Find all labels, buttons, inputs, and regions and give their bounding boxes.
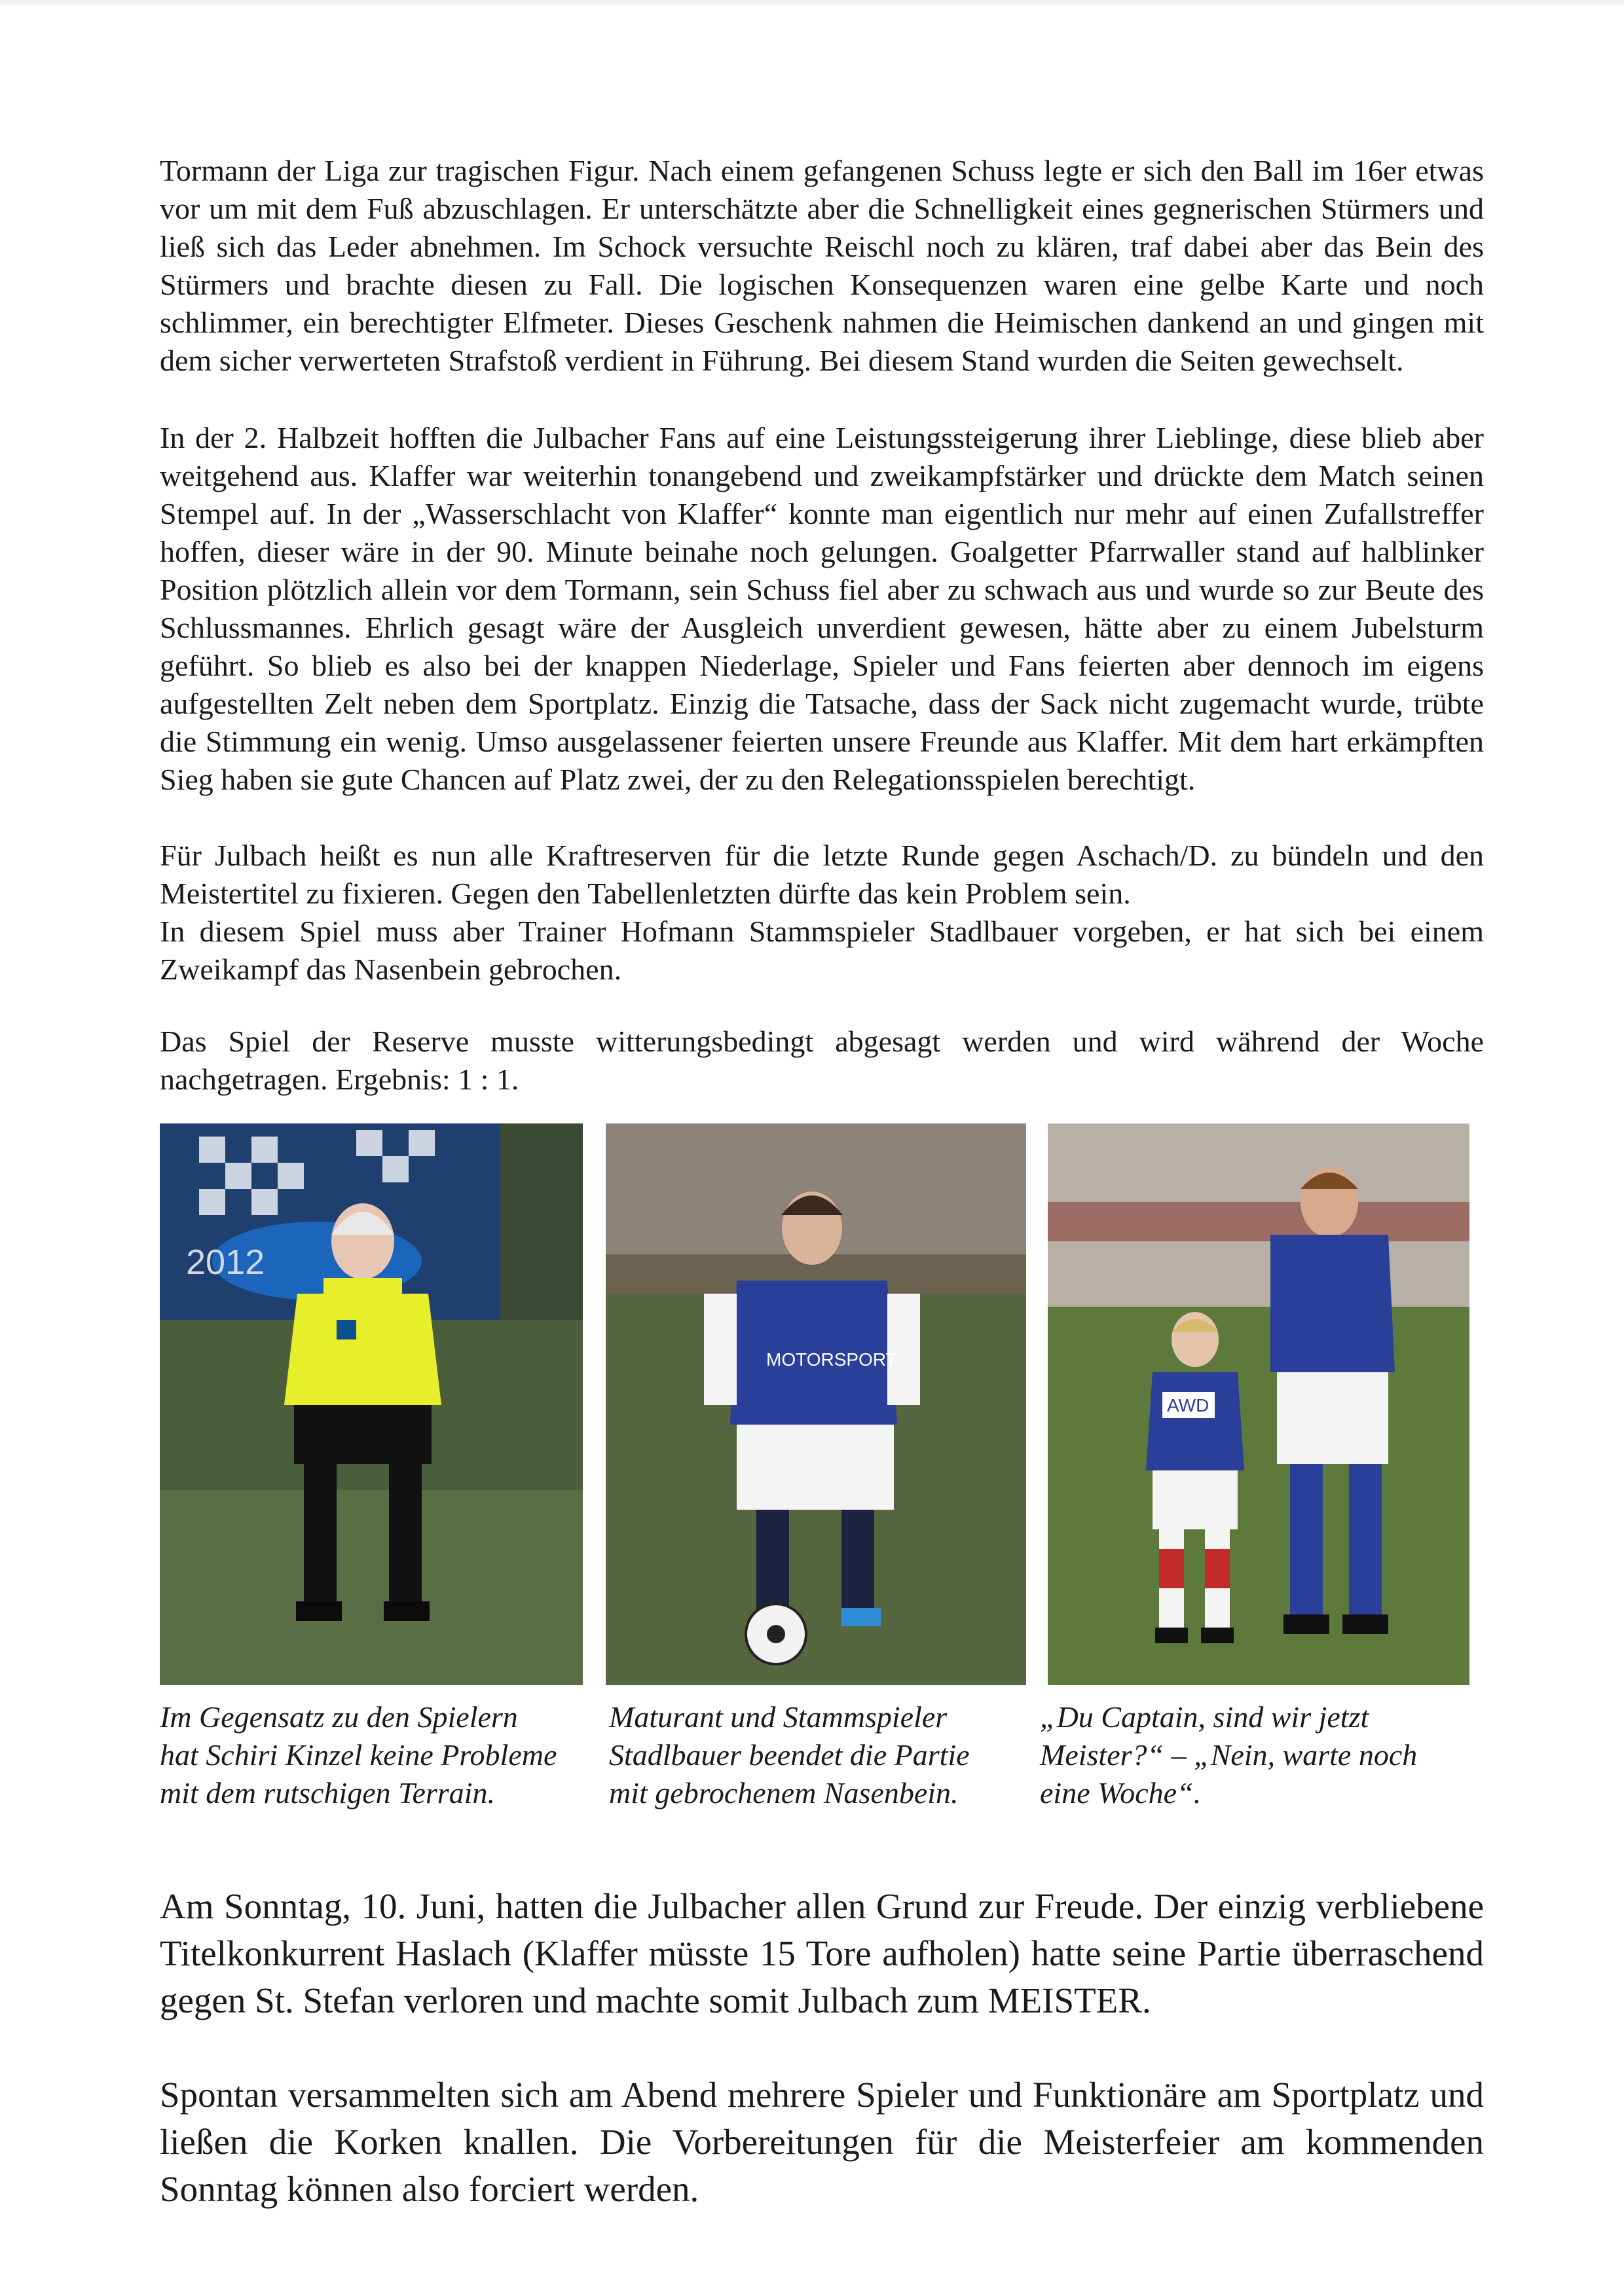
caption-referee [160,1698,557,1812]
caption-line: hat Schiri Kinzel keine Probleme [160,1738,557,1772]
final-paragraph-1: Am Sonntag, 10. Juni, hatten die Julbacher allen Grund zur Freude. Der einzig verbliebene Titelkonkurrent Haslach (Klaffer müsste 15 Tore aufholen) hatte seine Partie überraschend gegen St. Stefan verloren und machte somit Julbach zum MEISTER. [160,1886,1484,2020]
caption-line: eine Woche“. [1040,1776,1202,1810]
report-paragraph-3: Für Julbach heißt es nun alle Kraftreserven für die letzte Runde gegen Aschach/D. zu bündeln und den Meistertitel zu fixieren. Gegen den Tabellenletzten dürfte das kein Problem sein. [160,839,1484,910]
banner-text: 2012 [186,1243,265,1282]
caption-line: „Du Captain, sind wir jetzt [1040,1700,1369,1734]
page-edge [0,0,1624,5]
report-paragraph-5: Das Spiel der Reserve musste witterungsbedingt abgesagt werden und wird während der Woche nachgetragen. Ergebnis: 1 : 1. [160,1025,1484,1096]
player-with-ball-icon [606,1123,1026,1685]
report-paragraph-4: In diesem Spiel muss aber Trainer Hofmann Stammspieler Stadlbauer vorgeben, er hat sich bei einem Zweikampf das Nasenbein gebrochen. [160,915,1484,986]
child-and-captain-icon [1048,1123,1469,1685]
caption-line: Im Gegensatz zu den Spielern [160,1700,518,1734]
photo-referee [160,1123,583,1685]
photo-player [606,1123,1026,1685]
jersey-text-awd: AWD [1167,1395,1209,1415]
photo-captain [1048,1123,1469,1685]
report-paragraph-2: In der 2. Halbzeit hofften die Julbacher Fans auf eine Leistungssteigerung ihrer Lieblinge, diese blieb aber weitgehend aus. Klaffer war weiterhin tonangebend und zweikampfstärker und drückte dem Match seinen Stempel auf. In der „Wasserschlacht von Klaffer“ konnte man eigentlich nur mehr auf einen Zufallstreffer hoffen, dieser wäre in der 90. Minute beinahe noch gelungen. Goalgetter Pfarrwaller stand auf halblinker Position plötzlich allein vor dem Tormann, sein Schuss fiel aber zu schwach aus und wurde so zur Beute des Schlussmannes. Ehrlich gesagt wäre der Ausgleich unverdient gewesen, hätte aber zu einem Jubelsturm geführt. So blieb es also bei der knappen Niederlage, Spieler und Fans feierten aber dennoch im eigens aufgestellten Zelt neben dem Sportplatz. Einzig die Tatsache, dass der Sack nicht zugemacht wurde, trübte die Stimmung ein wenig. Umso ausgelassener feierten unsere Freunde aus Klaffer. Mit dem hart erkämpften Sieg haben sie gute Chancen auf Platz zwei, der zu den Relegationsspielen berechtigt. [160,421,1484,796]
caption-line: mit dem rutschigen Terrain. [160,1776,495,1810]
caption-player [609,1698,970,1812]
caption-line: Meister?“ – „Nein, warte noch [1040,1738,1418,1772]
caption-captain [1040,1698,1417,1812]
final-paragraph-2: Spontan versammelten sich am Abend mehrere Spieler und Funktionäre am Sportplatz und ließen die Korken knallen. Die Vorbereitungen für die Meisterfeier am kommenden Sonntag können also forciert werden. [160,2075,1484,2209]
caption-line: Maturant und Stammspieler [609,1700,948,1734]
referee-icon [160,1123,583,1685]
jersey-text: MOTORSPORT [766,1349,897,1370]
caption-line: Stadlbauer beendet die Partie [609,1738,970,1772]
caption-line: mit gebrochenem Nasenbein. [609,1776,959,1810]
report-paragraph-1: Tormann der Liga zur tragischen Figur. Nach einem gefangenen Schuss legte er sich den Ball im 16er etwas vor um mit dem Fuß abzuschlagen. Er unterschätzte aber die Schnelligkeit eines gegnerischen Stürmers und ließ sich das Leder abnehmen. Im Schock versuchte Reischl noch zu klären, traf dabei aber das Bein des Stürmers und brachte diesen zu Fall. Die logischen Konsequenzen waren eine gelbe Karte und noch schlimmer, ein berechtigter Elfmeter. Dieses Geschenk nahmen die Heimischen dankend an und gingen mit dem sicher verwerteten Strafstoß verdient in Führung. Bei diesem Stand wurden die Seiten gewechselt. [160,154,1484,377]
